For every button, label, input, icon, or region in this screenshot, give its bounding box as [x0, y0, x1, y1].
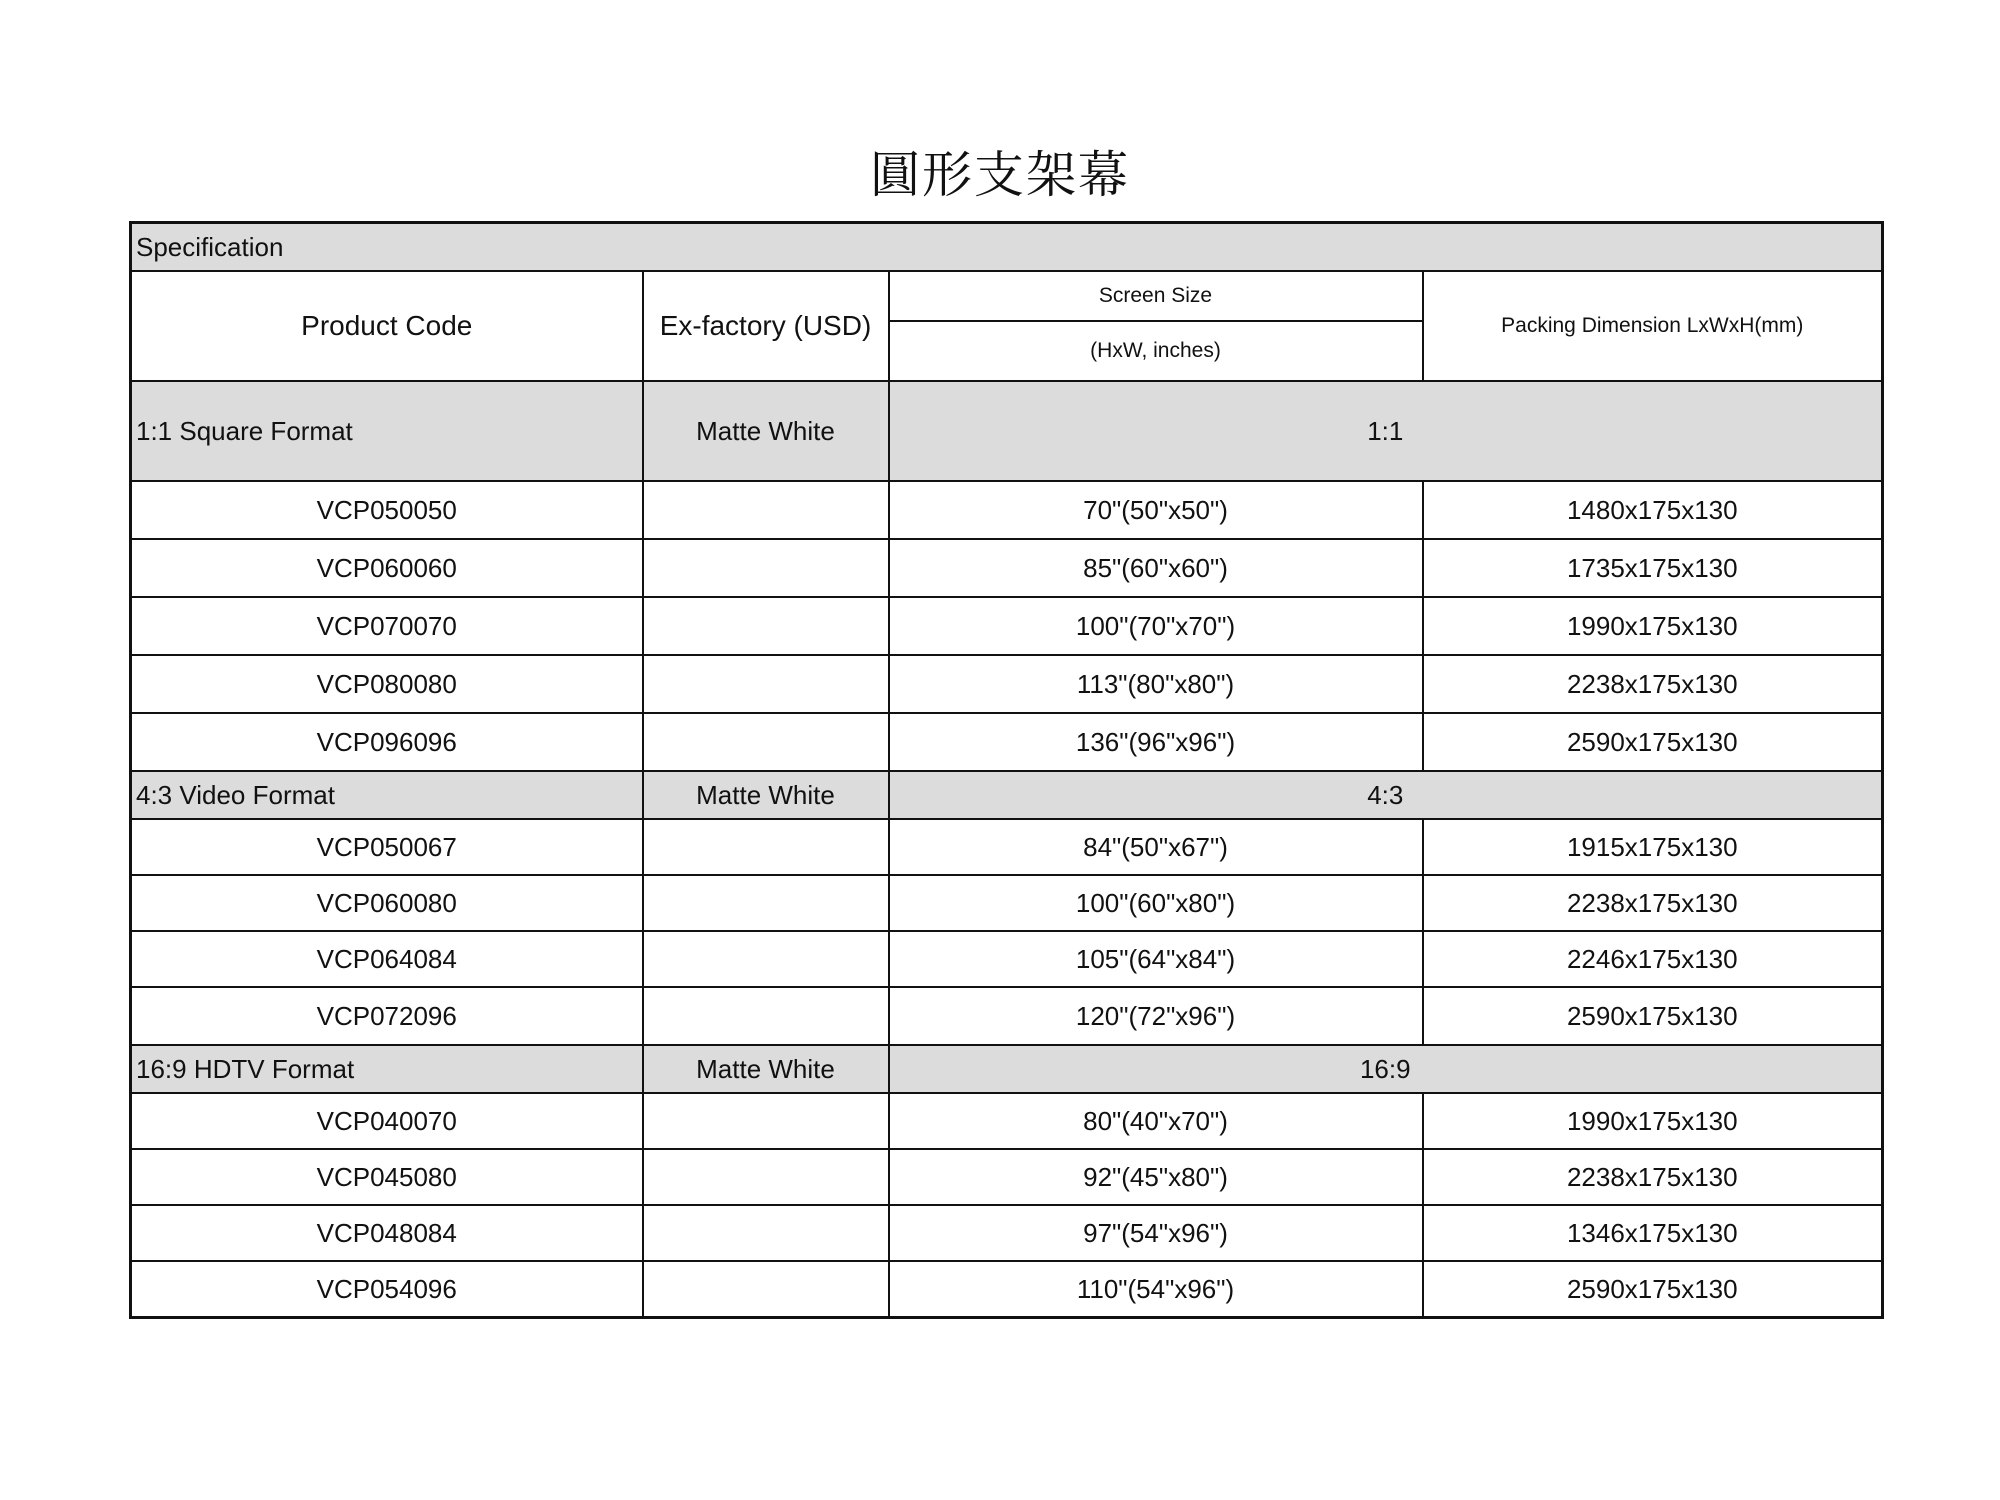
cell-product-code: VCP050050	[131, 481, 643, 539]
header-ex-factory: Ex-factory (USD)	[643, 271, 889, 381]
cell-product-code: VCP072096	[131, 987, 643, 1045]
cell-price	[643, 1205, 889, 1261]
cell-packing: 1915x175x130	[1423, 819, 1883, 875]
cell-screen-size: 120"(72"x96")	[889, 987, 1423, 1045]
section-name: 1:1 Square Format	[131, 381, 643, 481]
table-row	[131, 931, 1883, 987]
cell-screen-size: 100"(70"x70")	[889, 597, 1423, 655]
cell-screen-size: 110"(54"x96")	[889, 1261, 1423, 1318]
cell-packing: 2238x175x130	[1423, 655, 1883, 713]
cell-product-code: VCP054096	[131, 1261, 643, 1318]
section-header-row	[131, 1045, 1883, 1093]
cell-screen-size: 113"(80"x80")	[889, 655, 1423, 713]
cell-screen-size: 97"(54"x96")	[889, 1205, 1423, 1261]
cell-product-code: VCP050067	[131, 819, 643, 875]
section-material: Matte White	[643, 1045, 889, 1093]
header-screen-size-unit: (HxW, inches)	[889, 321, 1423, 381]
section-name: 4:3 Video Format	[131, 771, 643, 819]
cell-price	[643, 481, 889, 539]
cell-product-code: VCP040070	[131, 1093, 643, 1149]
cell-price	[643, 713, 889, 771]
cell-product-code: VCP070070	[131, 597, 643, 655]
cell-product-code: VCP060060	[131, 539, 643, 597]
table-row	[131, 481, 1883, 539]
cell-packing: 1990x175x130	[1423, 1093, 1883, 1149]
cell-product-code: VCP096096	[131, 713, 643, 771]
section-ratio: 4:3	[889, 771, 1883, 819]
table-row	[131, 655, 1883, 713]
cell-packing: 1735x175x130	[1423, 539, 1883, 597]
table-row	[131, 1261, 1883, 1318]
table-row	[131, 1149, 1883, 1205]
table-row	[131, 875, 1883, 931]
cell-packing: 1480x175x130	[1423, 481, 1883, 539]
cell-screen-size: 70"(50"x50")	[889, 481, 1423, 539]
table-row	[131, 1093, 1883, 1149]
cell-packing: 2590x175x130	[1423, 1261, 1883, 1318]
header-product-code: Product Code	[131, 271, 643, 381]
table-row	[131, 819, 1883, 875]
cell-price	[643, 597, 889, 655]
cell-screen-size: 85"(60"x60")	[889, 539, 1423, 597]
cell-price	[643, 655, 889, 713]
cell-price	[643, 1149, 889, 1205]
cell-price	[643, 987, 889, 1045]
cell-price	[643, 1261, 889, 1318]
section-header-row	[131, 771, 1883, 819]
section-header-row	[131, 381, 1883, 481]
section-name: 16:9 HDTV Format	[131, 1045, 643, 1093]
specification-table	[129, 221, 1884, 1319]
cell-screen-size: 105"(64"x84")	[889, 931, 1423, 987]
cell-packing: 2238x175x130	[1423, 1149, 1883, 1205]
cell-packing: 2246x175x130	[1423, 931, 1883, 987]
cell-screen-size: 80"(40"x70")	[889, 1093, 1423, 1149]
cell-product-code: VCP048084	[131, 1205, 643, 1261]
header-row	[131, 271, 1883, 321]
section-material: Matte White	[643, 381, 889, 481]
cell-packing: 1990x175x130	[1423, 597, 1883, 655]
page-title: 圓形支架幕	[870, 146, 1130, 204]
cell-price	[643, 931, 889, 987]
cell-price	[643, 1093, 889, 1149]
cell-price	[643, 539, 889, 597]
cell-screen-size: 92"(45"x80")	[889, 1149, 1423, 1205]
section-material: Matte White	[643, 771, 889, 819]
cell-packing: 1346x175x130	[1423, 1205, 1883, 1261]
cell-product-code: VCP064084	[131, 931, 643, 987]
section-ratio: 1:1	[889, 381, 1883, 481]
table-row	[131, 597, 1883, 655]
cell-screen-size: 100"(60"x80")	[889, 875, 1423, 931]
cell-screen-size: 84"(50"x67")	[889, 819, 1423, 875]
cell-product-code: VCP080080	[131, 655, 643, 713]
table-row	[131, 539, 1883, 597]
header-packing-dimension: Packing Dimension LxWxH(mm)	[1423, 271, 1883, 381]
cell-product-code: VCP045080	[131, 1149, 643, 1205]
table-row	[131, 987, 1883, 1045]
cell-packing: 2238x175x130	[1423, 875, 1883, 931]
cell-product-code: VCP060080	[131, 875, 643, 931]
section-ratio: 16:9	[889, 1045, 1883, 1093]
table-caption-row	[131, 223, 1883, 272]
cell-price	[643, 819, 889, 875]
cell-screen-size: 136"(96"x96")	[889, 713, 1423, 771]
cell-packing: 2590x175x130	[1423, 713, 1883, 771]
cell-packing: 2590x175x130	[1423, 987, 1883, 1045]
header-screen-size: Screen Size	[889, 271, 1423, 321]
table-caption: Specification	[131, 223, 1883, 272]
table-row	[131, 1205, 1883, 1261]
cell-price	[643, 875, 889, 931]
table-row	[131, 713, 1883, 771]
